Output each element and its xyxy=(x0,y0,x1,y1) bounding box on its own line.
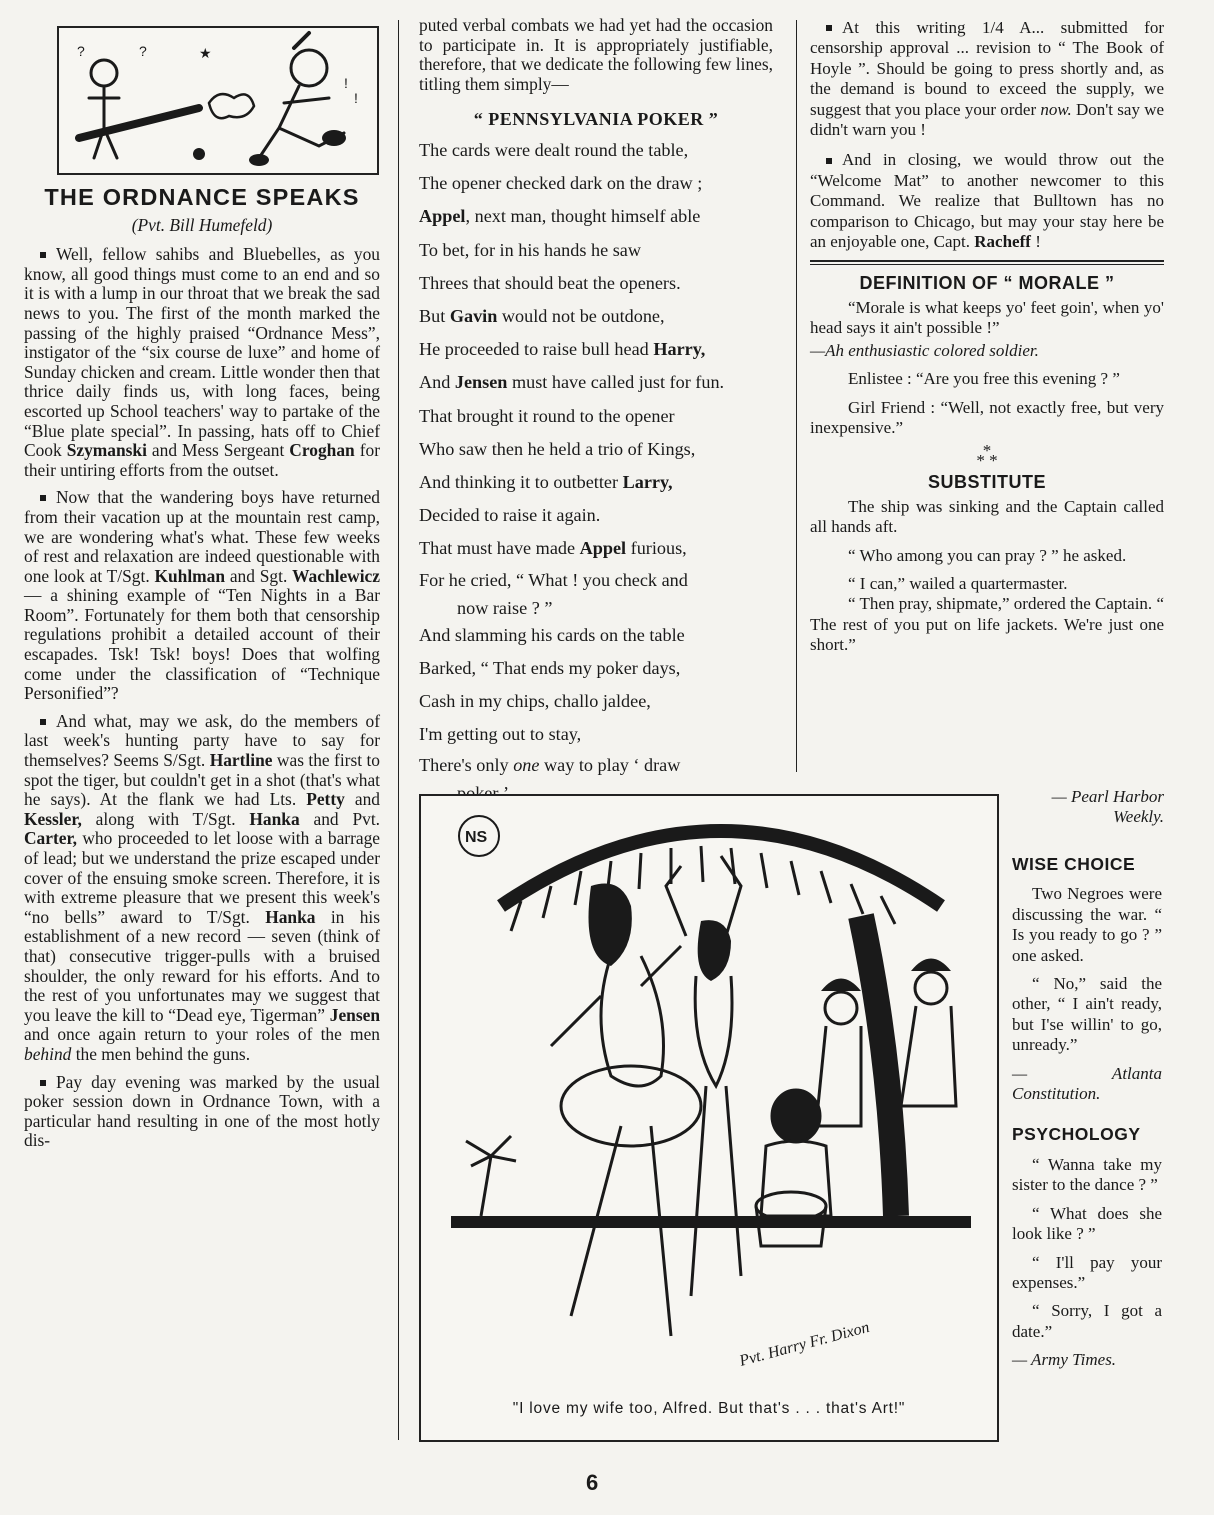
poem-line: Decided to raise it again. xyxy=(419,505,601,526)
column-divider xyxy=(796,20,797,772)
poem-line: And Jensen must have called just for fun. xyxy=(419,372,725,393)
cartoon-logo: NS xyxy=(465,829,488,846)
poem-intro: puted verbal combats we had yet had the occasion to participate in. It is appropriately justifiable, therefore, that we dedicate the following few lines, titling them simply— xyxy=(419,15,773,94)
article-title: THE ORDNANCE SPEAKS xyxy=(44,184,360,210)
poem-line: The opener checked dark on the draw ; xyxy=(419,173,703,194)
poem-line: Cash in my chips, challo jaldee, xyxy=(419,691,651,712)
paragraph: “ I can,” wailed a quartermaster. xyxy=(848,573,1068,593)
paragraph: Two Negroes were discussing the war. “ Is you ready to go ? ” one asked. xyxy=(1012,884,1162,965)
section-title: WISE CHOICE xyxy=(1012,854,1136,874)
attribution: —Ah enthusiastic colored soldier. xyxy=(810,340,1039,360)
paragraph: At this writing 1/4 A... submitted for censorship approval ... revision to “ The Book of Hoyle ”. Should be going to press shortly and, as the demand is bound to exceed the supply, we suggest that you place your order now. Don't say we didn't warn you ! xyxy=(810,18,1165,140)
paragraph: “Morale is what keeps yo' feet goin', when yo' head says it ain't possible !” xyxy=(810,297,1164,338)
attribution: — Army Times. xyxy=(1012,1350,1117,1370)
attribution: — Atlanta Constitution. xyxy=(1012,1063,1162,1104)
main-cartoon xyxy=(419,794,999,1442)
svg-text:!: ! xyxy=(344,75,348,91)
svg-text:?: ? xyxy=(77,43,85,59)
poem-line: Barked, “ That ends my poker days, xyxy=(419,657,681,678)
paragraph: And what, may we ask, do the members of last week's hunting party have to say for themselves? Seems S/Sgt. Hartline was the first to spot the tiger, but couldn't get in a shot (that's what he says). At the flank we had Lts. Petty and Kessler, along with T/Sgt. Hanka and Pvt. Carter, who proceeded to let loose with a barrage of lead; but we understand the prize escaped under cover of the ensuing smoke screen. Therefore, it is with extreme pleasure that we present this week's “no bells” award to T/Sgt. Hanka in his establishment of a new record — seven (think of that) consecutive trigger-pulls with a bruised shoulder, the only reward for his efforts. And to the rest of you unfortunates may we suggest that you leave the kill to “Dead eye, Tigerman” Jensen and once again return to your roles of the men behind the men behind the guns. xyxy=(24,710,380,1064)
paragraph: “ Then pray, shipmate,” ordered the Captain. “ The rest of you put on life jackets. We're just one short.” xyxy=(810,594,1164,655)
svg-text:!: ! xyxy=(354,90,358,106)
left-column xyxy=(24,184,380,1159)
poem-line: Threes that should beat the openers. xyxy=(419,272,681,293)
paragraph: And in closing, we would throw out the “Welcome Mat” to another newcomer to this Command. We realize that Bulltown has no comparison to Chicago, but may your stay here be an enjoyable one, Capt. Racheff ! xyxy=(810,150,1164,252)
paragraph: The ship was sinking and the Captain called all hands aft. xyxy=(810,496,1164,537)
byline: (Pvt. Bill Humefeld) xyxy=(131,214,273,235)
paragraph: “ Sorry, I got a date.” xyxy=(1012,1301,1162,1341)
poem-line: There's only one way to play ‘ draw xyxy=(419,755,681,776)
asterism: * * * xyxy=(976,441,998,471)
poem-line: And thinking it to outbetter Larry, xyxy=(419,472,673,492)
paragraph: “ What does she look like ? ” xyxy=(1012,1203,1162,1244)
section-title: PSYCHOLOGY xyxy=(1012,1124,1141,1145)
middle-column xyxy=(419,16,773,926)
right-column xyxy=(810,18,1164,664)
artist-signature: Pvt. Harry Fr. Dixon xyxy=(737,1318,872,1370)
poem-line: That brought it round to the opener xyxy=(419,405,675,426)
poem-line: The cards were dealt round the table, xyxy=(419,139,689,160)
poem-line: Who saw then he held a trio of Kings, xyxy=(419,438,696,459)
poem-line: But Gavin would not be outdone, xyxy=(419,305,665,326)
poem-line: now raise ? ” xyxy=(457,597,553,618)
paragraph: “ I'll pay your expenses.” xyxy=(1012,1252,1162,1292)
paragraph: Pay day evening was marked by the usual poker session down in Ordnance Town, with a particular hand resulting in one of the most hotly dis- xyxy=(24,1071,380,1151)
substitute-attribution xyxy=(1000,787,1164,836)
section-title: DEFINITION OF “ MORALE ” xyxy=(859,273,1115,294)
attribution: — Pearl Harbor Weekly. xyxy=(1051,787,1164,827)
cartoon-illustration xyxy=(421,796,997,1396)
paragraph: Well, fellow sahibs and Bluebelles, as you know, all good things must come to an end and so it is with a lump in our throat that we break the sad news to you. The first of the month marked the passing of the highly praised “Ordnance Mess”, instigator of the “six course de luxe” and home of Sunday chicken and cream. Little wonder then that thrice daily finds us, with long faces, being escorted up School teachers' way to partake of the “Blue plate special”. In passing, hats off to Chief Cook Szymanski and Mess Sergeant Croghan for their untiring efforts from the outset. xyxy=(24,244,380,480)
paragraph: “ Wanna take my sister to the dance ? ” xyxy=(1012,1154,1162,1195)
page-number: 6 xyxy=(586,1470,599,1495)
svg-text:?: ? xyxy=(139,43,147,59)
poem-line: To bet, for in his hands he saw xyxy=(419,239,641,260)
cartoon-caption: "I love my wife too, Alfred. But that's . . . that's Art!" xyxy=(512,1400,906,1417)
paragraph: “ Who among you can pray ? ” he asked. xyxy=(848,545,1127,565)
poem-line: Appel, next man, thought himself able xyxy=(419,206,701,227)
paragraph: “ No,” said the other, “ I ain't ready, but I'se willin' to go, unready.” xyxy=(1012,974,1162,1055)
poem-line: And slamming his cards on the table xyxy=(419,624,685,645)
svg-text:★: ★ xyxy=(199,45,212,61)
ordnance-cartoon xyxy=(57,26,379,175)
poem-title: “ PENNSYLVANIA POKER ” xyxy=(473,109,719,130)
column-divider xyxy=(398,20,399,1440)
paragraph: Girl Friend : “Well, not exactly free, but very inexpensive.” xyxy=(810,397,1164,437)
section-title: SUBSTITUTE xyxy=(927,472,1046,493)
paragraph: Enlistee : “Are you free this evening ? ” xyxy=(848,369,1120,389)
poem-line: That must have made Appel furious, xyxy=(419,538,687,559)
right-narrow-column xyxy=(1012,854,1162,1379)
ordnance-cartoon-drawing xyxy=(59,28,377,173)
paragraph: Now that the wandering boys have returned from their vacation up at the mountain rest camp, we are wondering what's what. These few weeks of rest and relaxation are indeed questionable with one look at T/Sgt. Kuhlman and Sgt. Wachlewicz — a shining example of “Ten Nights in a Bar Room”. Fortunately for them both that censorship regulations prohibit a detailed account of their escapades. Tsk! Tsk! boys! Does that wolfing come under the classification of “Technique Personified”? xyxy=(24,487,380,704)
section-divider xyxy=(810,260,1164,265)
poem-line: For he cried, “ What ! you check and xyxy=(419,569,688,590)
poem-line: He proceeded to raise bull head Harry, xyxy=(419,339,706,360)
poem-line: I'm getting out to stay, xyxy=(419,724,582,745)
